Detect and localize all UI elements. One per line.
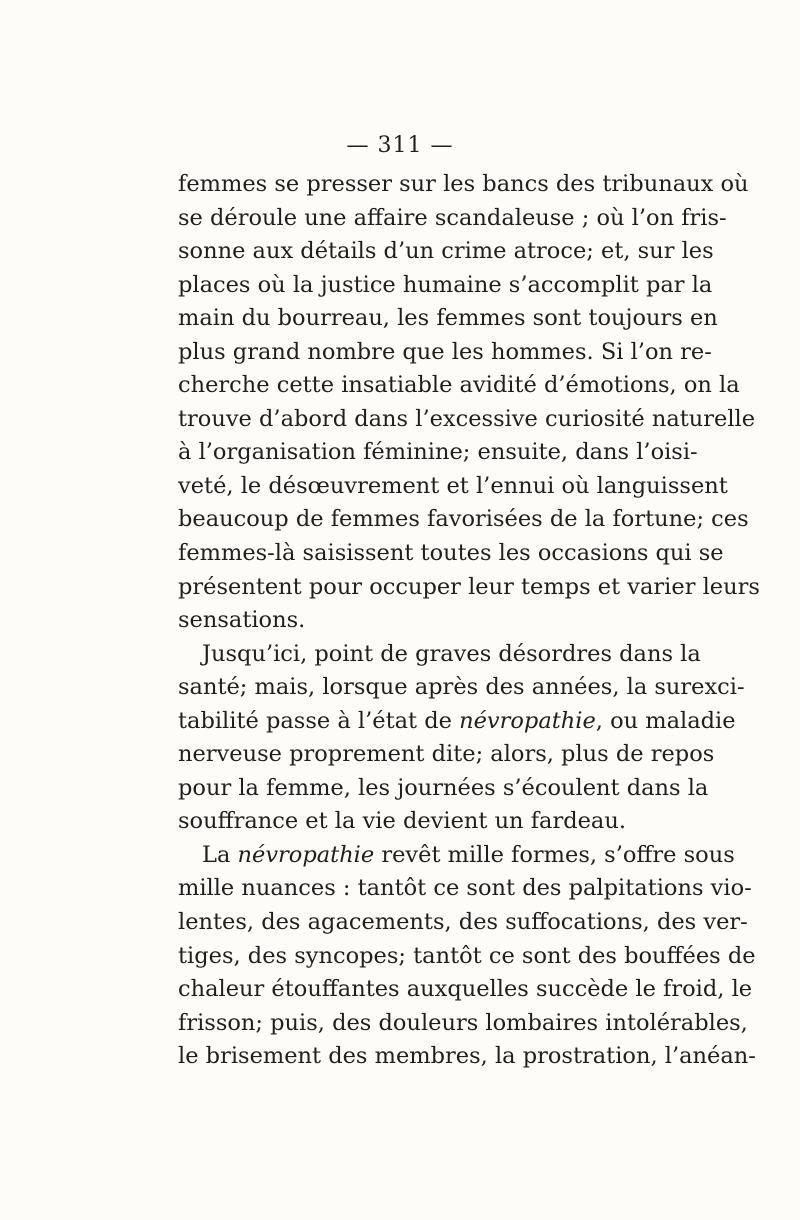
text-segment: tabilité passe à l’état de [178,707,460,734]
italic-term: névropathie [237,841,375,868]
text-line-with-italic [178,705,736,739]
text-line: places où la justice humaine s’accomplit par la [178,271,713,298]
text-line: à l’organisation féminine; ensuite, dans l’oisi- [178,439,698,466]
text-line: présentent pour occuper leur temps et varier leurs [178,573,760,600]
paragraph-2 [178,638,745,839]
text-line: femmes-là saisissent toutes les occasions qui se [178,540,724,567]
paragraph-1 [178,168,760,638]
text-line: souffrance et la vie devient un fardeau. [178,808,626,835]
text-line: sonne aux détails d’un crime atroce; et, sur les [178,238,714,265]
text-line: trouve d’abord dans l’excessive curiosité naturelle [178,405,756,432]
text-line: se déroule une affaire scandaleuse ; où l’on fris- [178,204,727,231]
text-line: veté, le désœuvrement et l’ennui où languissent [178,472,728,499]
text-line-with-italic [178,839,735,873]
text-line: frisson; puis, des douleurs lombaires intolérables, [178,1009,748,1036]
text-line: beaucoup de femmes favorisées de la fortune; ces [178,506,749,533]
text-line: main du bourreau, les femmes sont toujours en [178,305,718,332]
page-number: — 311 — [346,133,454,158]
text-line: mille nuances : tantôt ce sont des palpitations vio- [178,875,752,902]
text-line: le brisement des membres, la prostration, l’anéan- [178,1043,756,1070]
text-line: lentes, des agacements, des suffocations, des ver- [178,909,748,936]
italic-term: névropathie [459,707,596,734]
text-line: tiges, des syncopes; tantôt ce sont des bouffées de [178,942,756,969]
body-text [178,168,760,1074]
text-segment: , ou maladie [595,707,736,734]
text-line: chaleur étouffantes auxquelles succède le froid, le [178,976,753,1003]
text-line: plus grand nombre que les hommes. Si l’on re- [178,338,712,365]
text-segment: revêt mille formes, s’offre sous [374,841,735,868]
paragraph-3 [178,839,756,1074]
text-line: cherche cette insatiable avidité d’émotions, on la [178,372,740,399]
text-line: Jusqu’ici, point de graves désordres dans la [202,640,701,667]
text-line: santé; mais, lorsque après des années, la surexci- [178,674,745,701]
text-line: sensations. [178,607,306,634]
text-line: nerveuse proprement dite; alors, plus de repos [178,741,715,768]
text-line: femmes se presser sur les bancs des tribunaux où [178,171,749,197]
text-line: pour la femme, les journées s’écoulent dans la [178,774,709,801]
text-segment: La [202,841,238,868]
